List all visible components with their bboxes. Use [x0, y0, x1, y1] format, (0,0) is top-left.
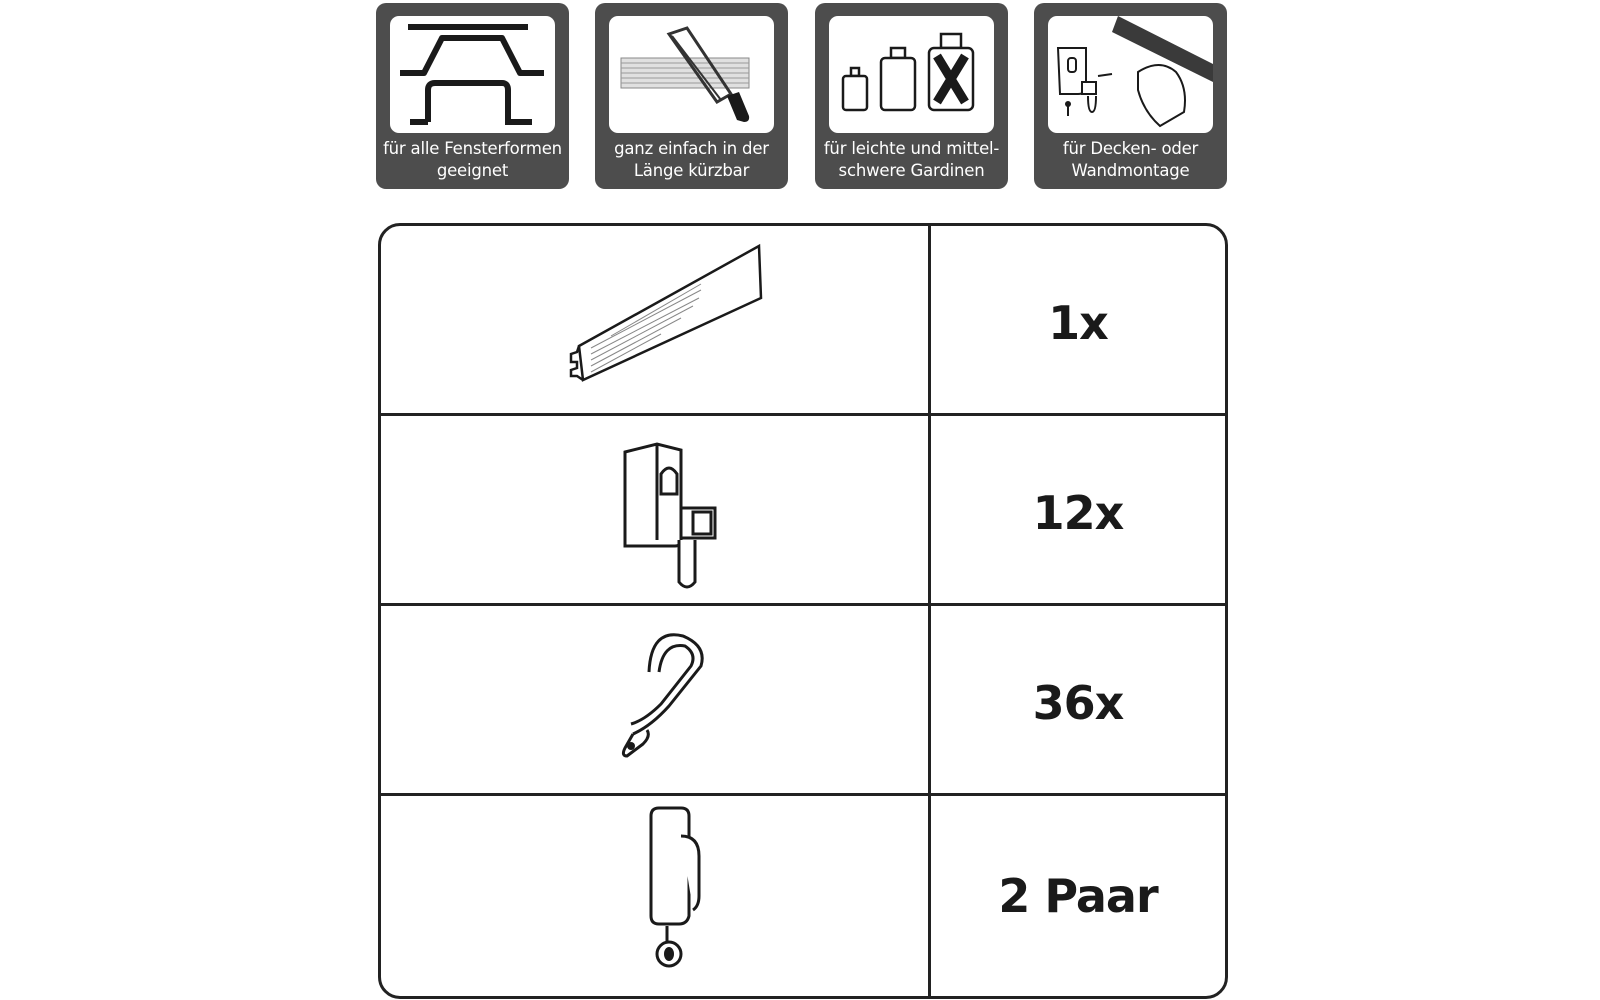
hacksaw-icon — [609, 16, 774, 133]
feature-caption-line2: Länge kürzbar — [633, 161, 750, 180]
parts-table — [378, 223, 1228, 999]
feature-caption-line2: schwere Gardinen — [838, 161, 985, 180]
glider-hook-image — [381, 606, 928, 799]
weights-icon — [829, 16, 994, 133]
rail-profile-image — [381, 226, 928, 419]
feature-tile-weight — [815, 3, 1008, 189]
quantity-value: 36x — [1032, 675, 1124, 730]
feature-caption-line2: geeignet — [436, 161, 509, 180]
feature-caption-line1: ganz einfach in der — [614, 139, 769, 158]
feature-caption-line2: Wandmontage — [1071, 161, 1190, 180]
feature-tile-mounting — [1034, 3, 1227, 189]
table-row — [381, 606, 1225, 799]
window-shapes-icon — [390, 16, 555, 133]
quantity-value: 2 Paar — [998, 869, 1158, 923]
feature-caption-line1: für alle Fensterformen — [383, 139, 562, 158]
feature-caption-line1: für Decken- oder — [1062, 139, 1199, 158]
end-stop-image — [381, 796, 928, 996]
quantity-value: 12x — [1032, 485, 1124, 540]
feature-strip — [376, 3, 1227, 189]
bracket-image — [381, 416, 928, 609]
feature-caption-line1: für leichte und mittel- — [823, 139, 1000, 158]
table-row — [381, 416, 1225, 609]
feature-tile-shortenable — [595, 3, 788, 189]
quantity-value: 1x — [1048, 295, 1108, 350]
mounting-icon — [1048, 16, 1213, 133]
table-row — [381, 796, 1225, 996]
feature-tile-window-shapes — [376, 3, 569, 189]
table-row — [381, 226, 1225, 419]
